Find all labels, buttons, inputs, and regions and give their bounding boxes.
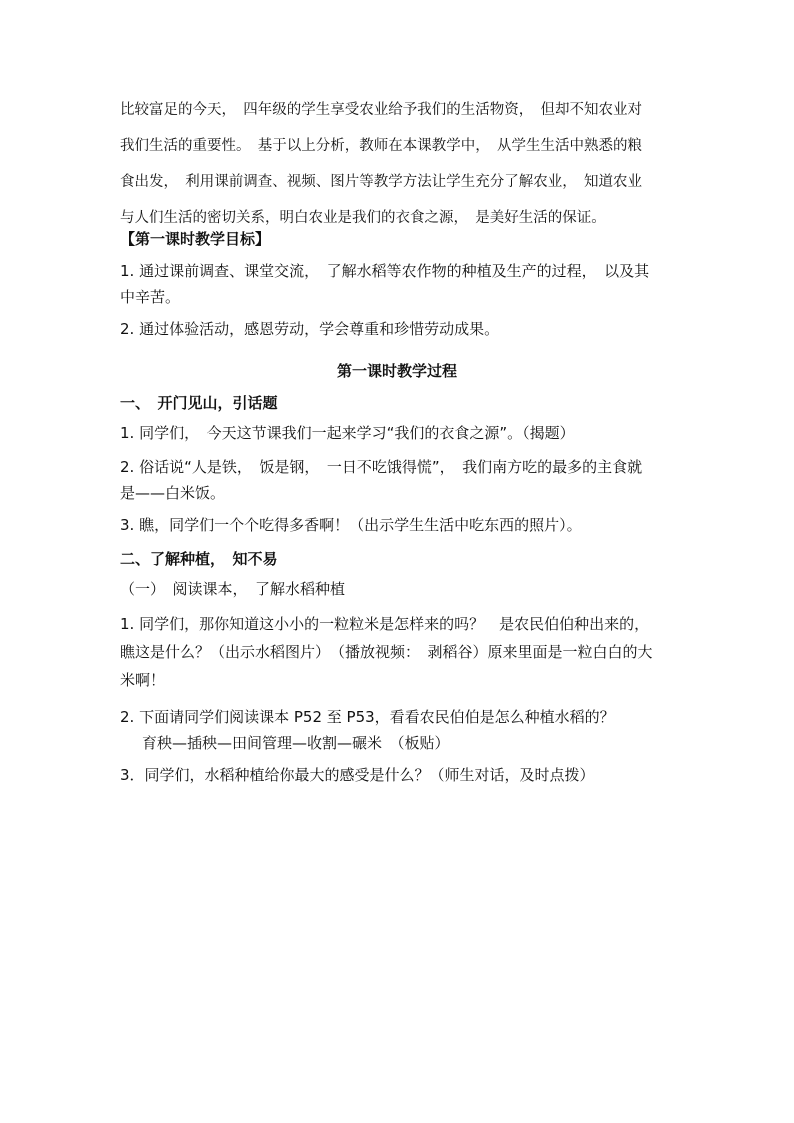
intro-line: 与人们生活的密切关系，明白农业是我们的衣食之源， 是美好生活的保证。 bbox=[120, 210, 606, 226]
section2-item-3-text: 3．同学们，水稻种植给你最大的感受是什么？（师生对话，及时点拨） bbox=[120, 766, 595, 784]
section2-heading bbox=[120, 546, 690, 572]
section2-heading-text: 二、了解种植， 知不易 bbox=[120, 550, 278, 568]
goal-item-2 bbox=[120, 316, 690, 342]
section2-subheading bbox=[120, 576, 690, 602]
section2-item-1-line: 米啊！ bbox=[120, 671, 166, 689]
section1-heading bbox=[120, 390, 690, 416]
intro-line: 比较富足的今天， 四年级的学生享受农业给予我们的生活物资， 但却不知农业对 bbox=[120, 102, 642, 118]
section1-item-1-text: 1. 同学们， 今天这节课我们一起来学习“我们的衣食之源”。（揭题） bbox=[120, 424, 575, 442]
section1-item-3 bbox=[120, 512, 690, 538]
goal-item-1-line: 中辛苦。 bbox=[120, 288, 181, 306]
section2-item-1 bbox=[120, 610, 690, 694]
goals-heading bbox=[120, 226, 690, 252]
intro-line: 我们生活的重要性。 基于以上分析，教师在本课教学中， 从学生生活中熟悉的粮 bbox=[120, 138, 642, 154]
process-title: 第一课时教学过程 bbox=[336, 362, 457, 380]
section2-item-2 bbox=[120, 704, 690, 756]
section2-item-2-line: 育秧—插秧—田间管理—收割—碾米 （板贴） bbox=[142, 734, 450, 752]
goal-item-1-line: 1. 通过课前调查、课堂交流， 了解水稻等农作物的种植及生产的过程， 以及其 bbox=[120, 262, 650, 280]
intro-line: 食出发， 利用课前调查、视频、图片等教学方法让学生充分了解农业， 知道农业 bbox=[120, 174, 642, 190]
section1-item-3-text: 3. 瞧，同学们一个个吃得多香啊！（出示学生生活中吃东西的照片）。 bbox=[120, 516, 582, 534]
section1-item-2-line: 2. 俗话说“人是铁， 饭是钢， 一日不吃饿得慌”， 我们南方吃的最多的主食就 bbox=[120, 458, 643, 476]
goals-heading-text: 【第一课时教学目标】 bbox=[120, 230, 271, 248]
section2-item-1-line: 1. 同学们，那你知道这小小的一粒粒米是怎样来的吗？ 是农民伯伯种出来的， bbox=[120, 615, 650, 633]
section2-item-1-line: 瞧这是什么？（出示水稻图片） （播放视频： 剥稻谷）原来里面是一粒白白的大 bbox=[120, 643, 653, 661]
section1-heading-text: 一、 开门见山，引话题 bbox=[120, 394, 278, 412]
goal-item-1 bbox=[120, 258, 690, 310]
goal-item-2-text: 2. 通过体验活动，感恩劳动，学会尊重和珍惜劳动成果。 bbox=[120, 320, 500, 338]
section1-item-2 bbox=[120, 454, 690, 506]
section2-item-3 bbox=[120, 762, 690, 788]
section2-item-2-line: 2. 下面请同学们阅读课本 P52 至 P53，看看农民伯伯是怎么种植水稻的？ bbox=[120, 708, 615, 726]
section1-item-2-line: 是——白米饭。 bbox=[120, 484, 226, 502]
section2-subheading-text: （一） 阅读课本， 了解水稻种植 bbox=[120, 580, 346, 598]
section1-item-1 bbox=[120, 420, 690, 446]
intro-paragraph bbox=[120, 92, 680, 236]
